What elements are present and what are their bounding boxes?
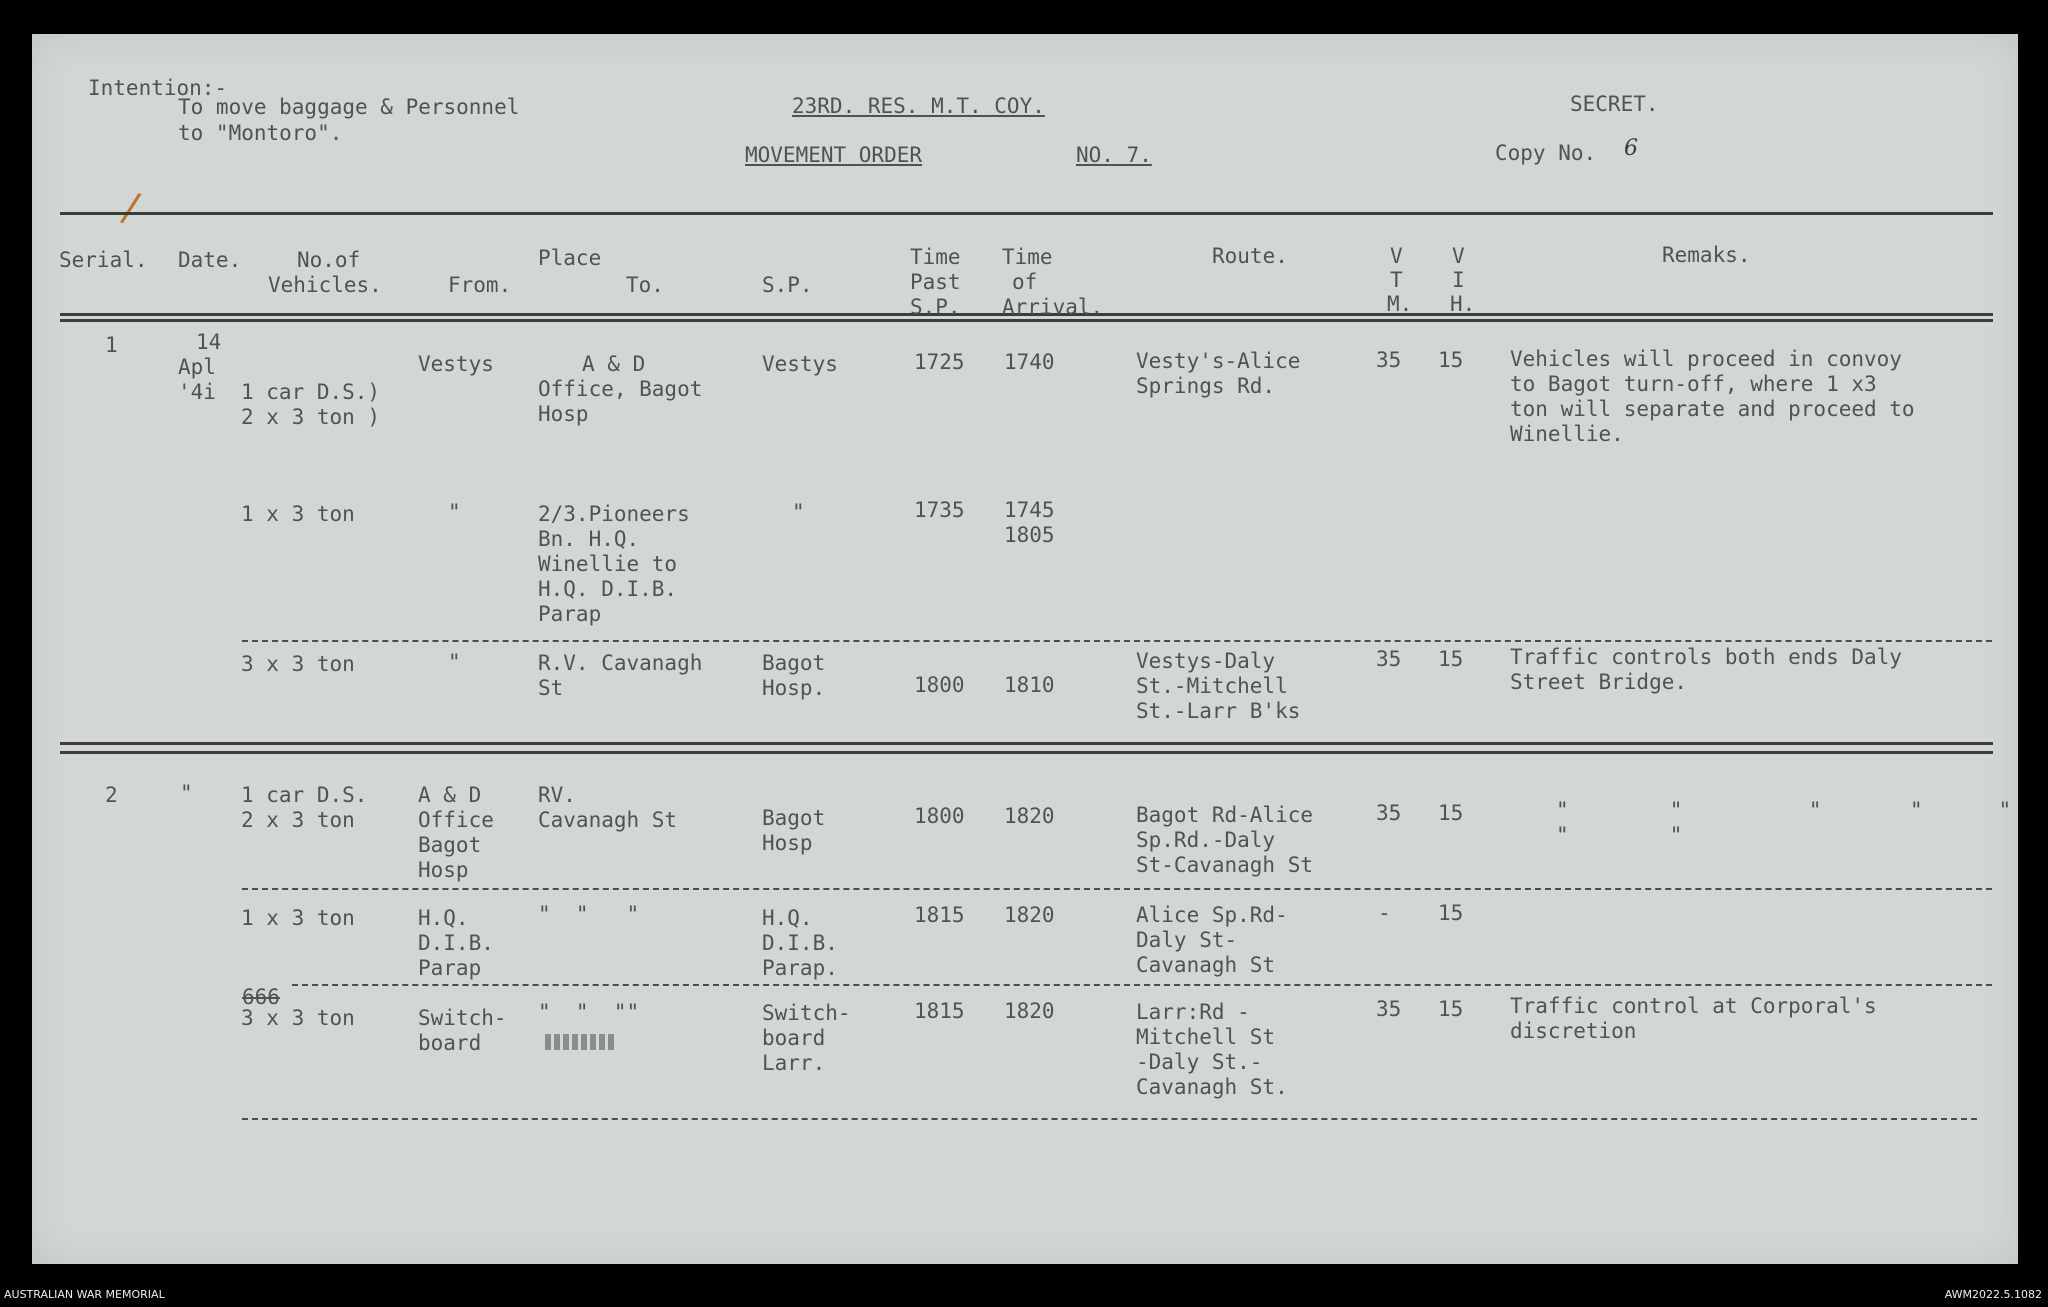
r2-serial: 2 (105, 783, 118, 807)
r2-vehicles-2: 2 x 3 ton (241, 808, 355, 832)
col-vehicles-1: No.of (297, 248, 361, 272)
col-vehicles-2: Vehicles. (268, 273, 382, 297)
r1-time-arrival: 1740 (1004, 350, 1055, 374)
r1b-to-4: H.Q. D.I.B. (538, 577, 678, 601)
r2-vih: 15 (1438, 801, 1464, 825)
r2b-from-2: D.I.B. (418, 931, 494, 955)
r1b-to-1: 2/3.Pioneers (538, 502, 690, 526)
r1c-remarks-2: Street Bridge. (1510, 670, 1688, 694)
r1b-vehicles: 1 x 3 ton (241, 502, 355, 526)
r1c-sp-1: Bagot (762, 651, 826, 675)
r2c-vih: 15 (1438, 997, 1464, 1021)
col-place: Place (538, 246, 602, 270)
r2c-sp-1: Switch- (762, 1001, 851, 1025)
r1-date-1: 14 (196, 330, 222, 354)
r1-remarks-2: to Bagot turn-off, where 1 x3 (1510, 372, 1877, 396)
pencil-mark-icon: / (118, 184, 144, 232)
row-divider (242, 888, 1992, 890)
r2b-vehicles: 1 x 3 ton (241, 906, 355, 930)
r2b-sp-3: Parap. (762, 956, 838, 980)
r1-date-2: Apl (178, 355, 216, 379)
r1-remarks-4: Winellie. (1510, 422, 1624, 446)
r2-sp-1: Bagot (762, 806, 826, 830)
section-rule-top (60, 742, 1993, 745)
col-from: From. (448, 273, 512, 297)
order-title: MOVEMENT ORDER (745, 143, 923, 167)
r2-time-past: 1800 (914, 804, 965, 828)
r1b-from: " (448, 500, 461, 524)
r1c-vih: 15 (1438, 647, 1464, 671)
col-route: Route. (1212, 244, 1288, 268)
r2c-vtm: 35 (1376, 997, 1402, 1021)
r2c-route-4: Cavanagh St. (1136, 1075, 1288, 1099)
r2-remarks-2: " " (1556, 823, 1683, 847)
r2-to-1: RV. (538, 783, 576, 807)
r2c-route-1: Larr:Rd - (1136, 1000, 1250, 1024)
r1b-sp: " (792, 500, 805, 524)
r2c-sp-2: board (762, 1026, 826, 1050)
intention-line-2: to "Montoro". (178, 121, 343, 145)
col-time-arrival-2: of (1012, 270, 1038, 294)
col-time-past-3: S.P. (910, 295, 961, 319)
r2c-remarks-2: discretion (1510, 1019, 1637, 1043)
col-time-past-1: Time (910, 245, 961, 269)
r2-from-1: A & D (418, 783, 482, 807)
r2c-to: " " "" (538, 1000, 640, 1024)
col-vih-3: H. (1450, 292, 1476, 316)
r2b-sp-1: H.Q. (762, 906, 813, 930)
r2b-route-2: Daly St- (1136, 928, 1238, 952)
col-vtm-3: M. (1387, 292, 1413, 316)
r1-serial: 1 (105, 333, 118, 357)
col-time-past-2: Past (910, 270, 961, 294)
r1c-vehicles: 3 x 3 ton (241, 652, 355, 676)
r1-route-2: Springs Rd. (1136, 374, 1276, 398)
r2c-time-arrival: 1820 (1004, 999, 1055, 1023)
col-vih-2: I (1452, 268, 1465, 292)
r2-remarks-1: " " " " " (1556, 798, 2012, 822)
r2c-from-1: Switch- (418, 1006, 507, 1030)
r1c-time-past: 1800 (914, 673, 965, 697)
row-divider (242, 640, 1992, 642)
r2-from-2: Office (418, 808, 494, 832)
r1-remarks-1: Vehicles will proceed in convoy (1510, 347, 1902, 371)
r1-to-2: Office, Bagot (538, 377, 703, 401)
r1c-from: " (448, 650, 461, 674)
r2b-from-3: Parap (418, 956, 482, 980)
archive-reference: AWM2022.5.1082 (1944, 1288, 2042, 1301)
archive-credit: AUSTRALIAN WAR MEMORIAL (4, 1288, 165, 1301)
r1-from: Vestys (418, 352, 494, 376)
col-serial: Serial. (59, 248, 148, 272)
r1-route-1: Vesty's-Alice (1136, 349, 1301, 373)
row-divider (292, 984, 1992, 986)
r2-sp-2: Hosp (762, 831, 813, 855)
r1-to-3: Hosp (538, 402, 589, 426)
col-vih-1: V (1452, 244, 1465, 268)
r1c-to-2: St (538, 676, 564, 700)
col-time-arrival-3: Arrival. (1002, 295, 1104, 319)
order-number: NO. 7. (1076, 143, 1152, 167)
r2-date: " (180, 781, 193, 805)
classification: SECRET. (1570, 92, 1659, 116)
r1-time-past: 1725 (914, 350, 965, 374)
r2c-remarks-1: Traffic control at Corporal's (1510, 994, 1877, 1018)
r2-vtm: 35 (1376, 801, 1402, 825)
intention-line-1: To move baggage & Personnel (178, 95, 520, 119)
r2b-time-arrival: 1820 (1004, 903, 1055, 927)
copy-label: Copy No. (1495, 141, 1597, 165)
r2b-from-1: H.Q. (418, 906, 469, 930)
r2b-sp-2: D.I.B. (762, 931, 838, 955)
col-time-arrival-1: Time (1002, 245, 1053, 269)
struck-out-text (545, 1034, 617, 1050)
r2c-time-past: 1815 (914, 999, 965, 1023)
r1-vtm: 35 (1376, 348, 1402, 372)
col-to: To. (626, 273, 664, 297)
col-sp: S.P. (762, 273, 813, 297)
r1-vehicles-2: 2 x 3 ton ) (241, 405, 381, 429)
r1-date-3: '4i (178, 380, 216, 404)
r2c-vehicles: 3 x 3 ton (241, 1006, 355, 1030)
r1b-arrival-2: 1805 (1004, 523, 1055, 547)
r2b-route-3: Cavanagh St (1136, 953, 1276, 977)
r2-from-4: Hosp (418, 858, 469, 882)
r1b-arrival-1: 1745 (1004, 498, 1055, 522)
r2-route-3: St-Cavanagh St (1136, 853, 1314, 877)
r2c-struck-number: 666 (242, 985, 280, 1009)
unit-title: 23RD. RES. M.T. COY. (792, 94, 1045, 118)
r2b-route-1: Alice Sp.Rd- (1136, 903, 1288, 927)
r1c-route-3: St.-Larr B'ks (1136, 699, 1301, 723)
row-divider (242, 1118, 1977, 1120)
col-vtm-2: T (1390, 268, 1403, 292)
r2-to-2: Cavanagh St (538, 808, 678, 832)
header-rule (60, 212, 1993, 215)
r2-route-2: Sp.Rd.-Daly (1136, 828, 1276, 852)
col-vtm-1: V (1390, 244, 1403, 268)
r2-route-1: Bagot Rd-Alice (1136, 803, 1314, 827)
r1c-route-1: Vestys-Daly (1136, 649, 1276, 673)
col-date: Date. (178, 248, 242, 272)
r2b-time-past: 1815 (914, 903, 965, 927)
r1-vih: 15 (1438, 348, 1464, 372)
r1b-to-2: Bn. H.Q. (538, 527, 640, 551)
r1c-to-1: R.V. Cavanagh (538, 651, 703, 675)
r1c-route-2: St.-Mitchell (1136, 674, 1288, 698)
r1-vehicles-1: 1 car D.S.) (241, 380, 381, 404)
r1c-vtm: 35 (1376, 647, 1402, 671)
r2-from-3: Bagot (418, 833, 482, 857)
r2-vehicles-1: 1 car D.S. (241, 783, 368, 807)
r2c-route-3: -Daly St.- (1136, 1050, 1263, 1074)
intention-label: Intention:- (88, 76, 228, 100)
r1b-to-3: Winellie to (538, 552, 678, 576)
r2b-to: " " " (538, 902, 640, 926)
r2c-from-2: board (418, 1031, 482, 1055)
r1c-time-arrival: 1810 (1004, 673, 1055, 697)
r1-to-1: A & D (582, 352, 646, 376)
r1c-remarks-1: Traffic controls both ends Daly (1510, 645, 1902, 669)
r1b-time-past: 1735 (914, 498, 965, 522)
r1c-sp-2: Hosp. (762, 676, 826, 700)
r2c-route-2: Mitchell St (1136, 1025, 1276, 1049)
r1-sp: Vestys (762, 352, 838, 376)
r2b-vih: 15 (1438, 901, 1464, 925)
r2-time-arrival: 1820 (1004, 804, 1055, 828)
col-remarks: Remaks. (1662, 243, 1751, 267)
r2b-vtm: - (1378, 901, 1391, 925)
section-rule-bottom (60, 751, 1993, 754)
r1b-to-5: Parap (538, 602, 602, 626)
r1-remarks-3: ton will separate and proceed to (1510, 397, 1915, 421)
r2c-sp-3: Larr. (762, 1051, 826, 1075)
copy-number: 6 (1624, 136, 1638, 161)
